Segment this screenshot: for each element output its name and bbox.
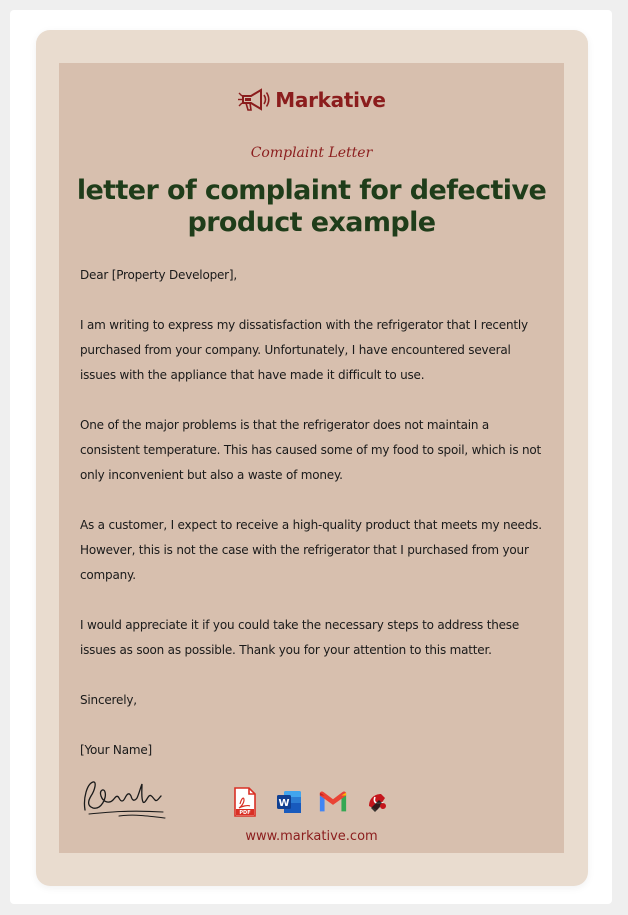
handwritten-signature [79, 776, 169, 826]
letter-paragraph: I am writing to express my dissatisfaction with the refrigerator that I recently purchased from your company. Unfortunately, I have encountered several issues with the appliance that have made it difficult to use. [80, 318, 528, 382]
letter-sheet [59, 63, 564, 853]
document-title: letter of complaint for defective product example [76, 175, 547, 238]
letter-greeting: Dear [Property Developer], [80, 268, 238, 282]
letter-body [80, 263, 550, 763]
brand-name: Markative [275, 88, 386, 112]
adobe-reader-icon[interactable] [362, 787, 392, 817]
letter-signoff-name: [Your Name] [80, 743, 152, 757]
letter-paragraph: I would appreciate it if you could take the necessary steps to address these issues as soon as possible. Thank you for your attention to this matter. [80, 618, 520, 657]
letter-paragraph: As a customer, I expect to receive a high-quality product that meets my needs. However, this is not the case with the refrigerator that I purchased from your company. [80, 518, 542, 582]
pdf-icon[interactable] [230, 787, 260, 817]
megaphone-icon [237, 87, 271, 113]
download-formats [230, 787, 392, 817]
letter-closing: Sincerely, [80, 693, 137, 707]
brand-header [59, 83, 564, 117]
svg-text:PDF: PDF [239, 810, 251, 816]
word-icon[interactable] [274, 787, 304, 817]
letter-paragraph: One of the major problems is that the refrigerator does not maintain a consistent temperature. This has caused some of my food to spoil, which is not only inconvenient but also a waste of money. [80, 418, 542, 482]
document-category: Complaint Letter [250, 145, 373, 161]
gmail-icon[interactable] [318, 787, 348, 817]
svg-text:W: W [278, 798, 290, 809]
website-link[interactable]: www.markative.com [245, 829, 378, 844]
